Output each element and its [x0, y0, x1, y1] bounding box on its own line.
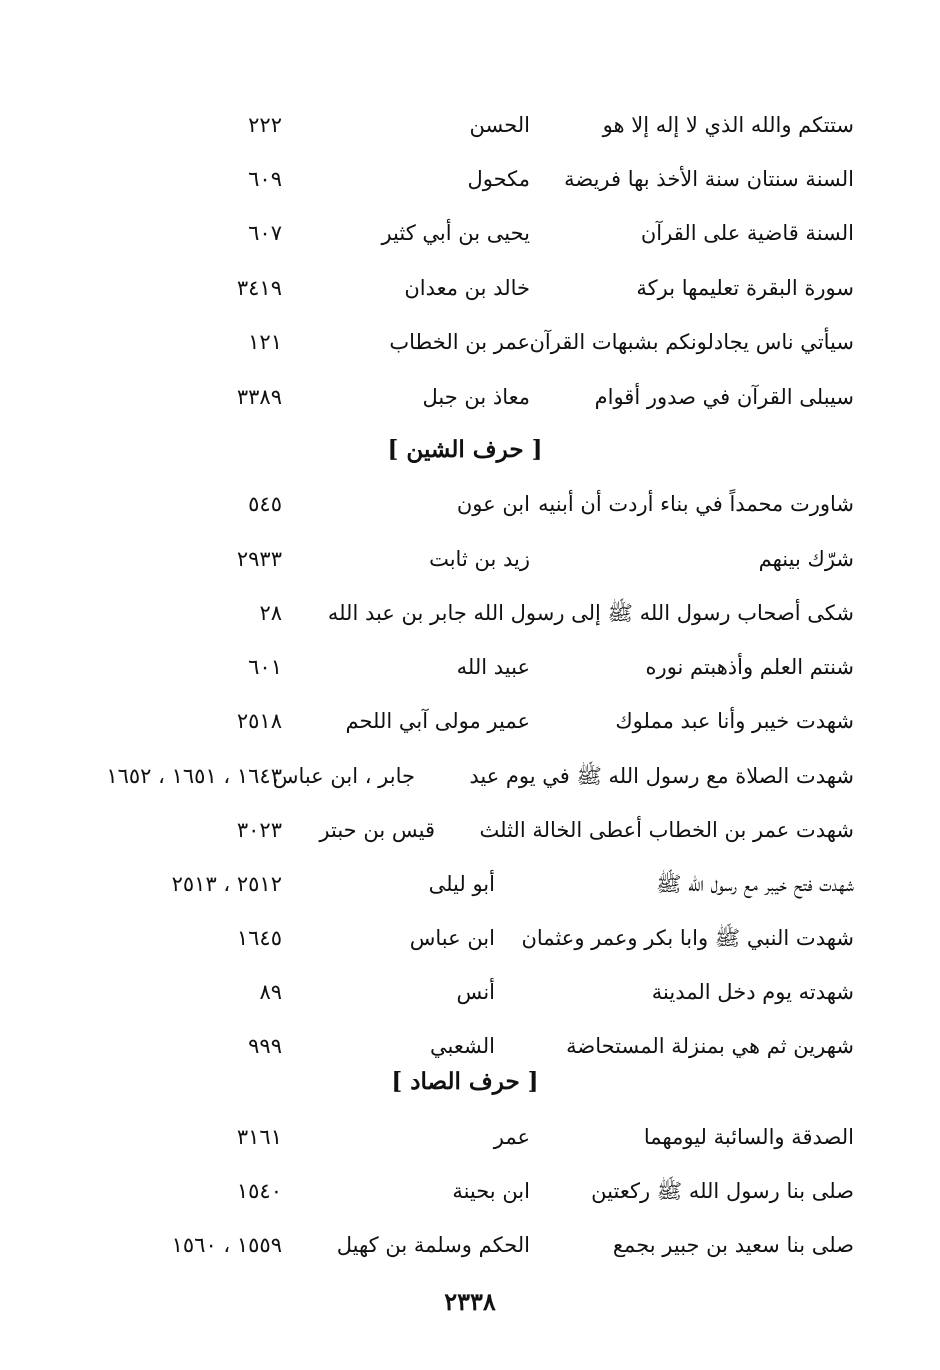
index-entry [0, 918, 940, 958]
hadith-text: شاورت محمداً في بناء أردت أن أبنيه [538, 492, 854, 516]
index-entry [0, 1117, 940, 1157]
narrator-name: خالد بن معدان [404, 276, 530, 300]
hadith-text: شهدت خيبر وأنا عبد مملوك [615, 709, 854, 733]
index-entry [0, 377, 940, 417]
narrator-name: الشعبي [430, 1034, 495, 1058]
narrator-name: أنس [456, 980, 495, 1004]
hadith-text: شهدته يوم دخل المدينة [651, 980, 854, 1004]
narrator-name: يحيى بن أبي كثير [381, 221, 530, 245]
hadith-text: الصدقة والسائبة ليومهما [643, 1125, 854, 1149]
narrator-name: ابن بحينة [452, 1179, 530, 1203]
hadith-text: شكى أصحاب رسول الله ﷺ إلى رسول الله جابر بن عبد الله [327, 601, 854, 625]
hadith-numbers: ٢٩٣٣ [236, 547, 282, 571]
hadith-text: شنتم العلم وأذهبتم نوره [645, 655, 854, 679]
hadith-numbers: ١٦٤٣ ، ١٦٥١ ، ١٦٥٢ [106, 764, 282, 788]
hadith-text: سيبلى القرآن في صدور أقوام [594, 385, 854, 409]
narrator-name: عمر [493, 1125, 530, 1149]
index-entry [0, 484, 940, 524]
hadith-text: شهدت فتح خيبر مع رسول الله ﷺ [656, 872, 854, 896]
hadith-text: شهدت النبي ﷺ وابا بكر وعمر وعثمان [521, 926, 854, 950]
index-entry [0, 159, 940, 199]
hadith-numbers: ٦٠٩ [248, 167, 282, 191]
hadith-numbers: ٢٨ [259, 601, 282, 625]
hadith-text: سورة البقرة تعليمها بركة [636, 276, 854, 300]
hadith-numbers: ١٥٥٩ ، ١٥٦٠ [171, 1233, 282, 1257]
narrator-name: الحكم وسلمة بن كهيل [336, 1233, 530, 1257]
index-entry [0, 701, 940, 741]
hadith-numbers: ٩٩٩ [248, 1034, 282, 1058]
hadith-numbers: ٦٠١ [248, 655, 282, 679]
section-heading-sad: [ حرف الصاد ] [391, 1068, 539, 1095]
hadith-text: ستتكم والله الذي لا إله إلا هو [602, 113, 854, 137]
hadith-text: شهدت عمر بن الخطاب أعطى الخالة الثلث [479, 818, 854, 842]
section-heading-shin: [ حرف الشين ] [387, 436, 543, 463]
hadith-numbers: ٢٢٢ [248, 113, 282, 137]
narrator-name: مكحول [467, 167, 530, 191]
index-entry [0, 972, 940, 1012]
hadith-numbers: ٣٤١٩ [236, 276, 282, 300]
narrator-name: أبو ليلى [428, 872, 495, 896]
narrator-name: معاذ بن جبل [422, 385, 530, 409]
hadith-text: شرّك بينهم [758, 547, 854, 571]
index-entry [0, 1225, 940, 1265]
index-entry [0, 268, 940, 308]
narrator-name: الحسن [469, 113, 530, 137]
hadith-numbers: ٢٥١٨ [236, 709, 282, 733]
narrator-name: جابر ، ابن عباس [272, 764, 415, 788]
hadith-text: السنة قاضية على القرآن [640, 221, 854, 245]
narrator-name: زيد بن ثابت [429, 547, 530, 571]
page-number: ٢٣٣٨ [444, 1287, 496, 1316]
hadith-text: سيأتي ناس يجادلونكم بشبهات القرآن [529, 330, 854, 354]
hadith-numbers: ١٢١ [248, 330, 282, 354]
index-entry [0, 1171, 940, 1211]
index-entry [0, 647, 940, 687]
index-entry [0, 322, 940, 362]
index-entry [0, 810, 940, 850]
index-entry [0, 1026, 940, 1066]
hadith-numbers: ٣٣٨٩ [236, 385, 282, 409]
index-entry [0, 756, 940, 796]
hadith-numbers: ٨٩ [259, 980, 282, 1004]
hadith-text: السنة سنتان سنة الأخذ بها فريضة [564, 167, 854, 191]
narrator-name: ابن عون [456, 492, 530, 516]
index-entry [0, 593, 940, 633]
narrator-name: قيس بن حبتر [319, 818, 435, 842]
hadith-text: صلى بنا سعيد بن جبير بجمع [612, 1233, 854, 1257]
hadith-numbers: ٣٠٢٣ [236, 818, 282, 842]
index-entry [0, 105, 940, 145]
narrator-name: عمر بن الخطاب [389, 330, 530, 354]
hadith-numbers: ٣١٦١ [236, 1125, 282, 1149]
index-entry [0, 213, 940, 253]
narrator-name: ابن عباس [409, 926, 495, 950]
hadith-text: شهدت الصلاة مع رسول الله ﷺ في يوم عيد [469, 764, 854, 788]
hadith-numbers: ١٦٤٥ [236, 926, 282, 950]
hadith-numbers: ٢٥١٢ ، ٢٥١٣ [171, 872, 282, 896]
hadith-numbers: ٦٠٧ [248, 221, 282, 245]
index-entry [0, 539, 940, 579]
hadith-text: شهرين ثم هي بمنزلة المستحاضة [566, 1034, 854, 1058]
hadith-numbers: ٥٤٥ [248, 492, 282, 516]
hadith-numbers: ١٥٤٠ [236, 1179, 282, 1203]
index-entry [0, 864, 940, 904]
hadith-text: صلى بنا رسول الله ﷺ ركعتين [591, 1179, 854, 1203]
narrator-name: عبيد الله [456, 655, 530, 679]
narrator-name: عمير مولى آبي اللحم [345, 709, 530, 733]
